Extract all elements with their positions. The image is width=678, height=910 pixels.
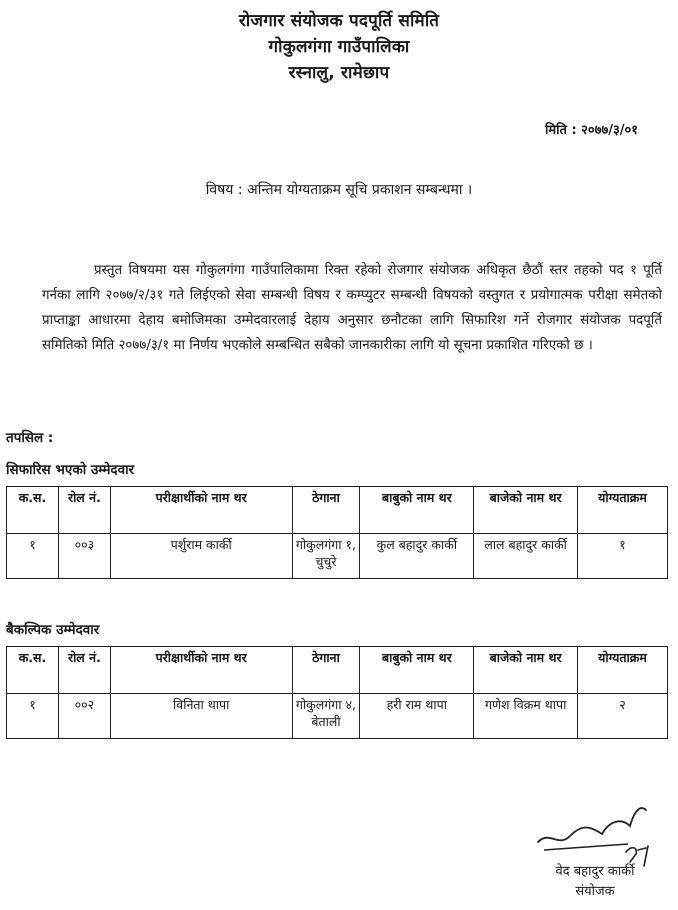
cell-address: गोकुलगंगा १, चुचुरे (292, 534, 360, 579)
tapasil-label: तपसिल : (6, 430, 54, 446)
body-paragraph: प्रस्तुत विषयमा यस गोकुलगंगा गाउँपालिकामा रिक्त रहेको रोजगार संयोजक अधिकृत छैठौं स्तर तहको पद १ पूर्ति गर्नका लागि २०७७/२/३१ गते लिईएको सेवा सम्बन्धी विषय र कम्प्युटर सम्बन्धी विषयको वस्तुगत र प्रयोगात्मक परीक्षा समेतको प्राप्ताङ्का आधारमा देहाय बमोजिमका उम्मेदवारलाई देहाय अनुसार छनौटका लागि सिफारिश गर्ने रोजगार संयोजक पदपूर्ति समितिको मिति २०७७/३/१ मा निर्णय भएकोले सम्बन्धित सबैको जानकारीका लागि यो सूचना प्रकाशित गरिएको छ । (42, 263, 662, 353)
notice-date: मिति : २०७७/३/०१ (545, 123, 638, 138)
alternate-table (6, 646, 668, 739)
committee-name: रोजगार संयोजक पदपूर्ति समिति (238, 11, 440, 31)
signatory (520, 862, 670, 902)
cell-sn: १ (7, 694, 59, 739)
subject-line: विषय : अन्तिम योग्यताक्रम सूचि प्रकाशन सम्बन्धमा । (205, 182, 473, 198)
header-grandfather: बाजेको नाम थर (474, 487, 578, 534)
address: रस्नालु, रामेछाप (288, 63, 390, 83)
cell-roll: ००२ (58, 694, 110, 739)
cell-father: हरी राम थापा (360, 694, 474, 739)
cell-grandfather: गणेश विक्रम थापा (474, 694, 578, 739)
header-grandfather: बाजेको नाम थर (474, 647, 578, 694)
header-name: परीक्षार्थीको नाम थर (110, 487, 292, 534)
cell-roll: ००३ (58, 534, 110, 579)
cell-sn: १ (7, 534, 59, 579)
notice-body (42, 258, 662, 358)
table-row (7, 534, 668, 579)
cell-address: गोकुलगंगा ४, बेताली (292, 694, 360, 739)
header-father: बाबुको नाम थर (360, 487, 474, 534)
table-header-row (7, 647, 668, 694)
table-row (7, 694, 668, 739)
cell-father: कुल बहादुर कार्की (360, 534, 474, 579)
header-sn: क.स. (7, 487, 59, 534)
municipality-name: गोकुलगंगा गाउँपालिका (268, 37, 410, 57)
signatory-name: वेद बहादुर कार्की (555, 864, 635, 879)
letterhead (0, 8, 678, 86)
header-address: ठेगाना (292, 487, 360, 534)
header-roll: रोल नं. (58, 647, 110, 694)
table-header-row (7, 487, 668, 534)
header-father: बाबुको नाम थर (360, 647, 474, 694)
recommended-section-title: सिफारिस भएको उम्मेदवार (6, 462, 135, 478)
cell-rank: २ (578, 694, 668, 739)
cell-name: पर्शुराम कार्की (110, 534, 292, 579)
header-roll: रोल नं. (58, 487, 110, 534)
cell-grandfather: लाल बहादुर कार्की (474, 534, 578, 579)
cell-rank: १ (578, 534, 668, 579)
recommended-table (6, 486, 668, 579)
signatory-title: संयोजक (575, 884, 615, 899)
header-address: ठेगाना (292, 647, 360, 694)
cell-name: विनिता थापा (110, 694, 292, 739)
header-sn: क.स. (7, 647, 59, 694)
handwritten-signature (530, 790, 660, 870)
header-name: परीक्षार्थीको नाम थर (110, 647, 292, 694)
alternate-section-title: बैकल्पिक उम्मेदवार (6, 622, 100, 638)
header-rank: योग्यताक्रम (578, 647, 668, 694)
header-rank: योग्यताक्रम (578, 487, 668, 534)
